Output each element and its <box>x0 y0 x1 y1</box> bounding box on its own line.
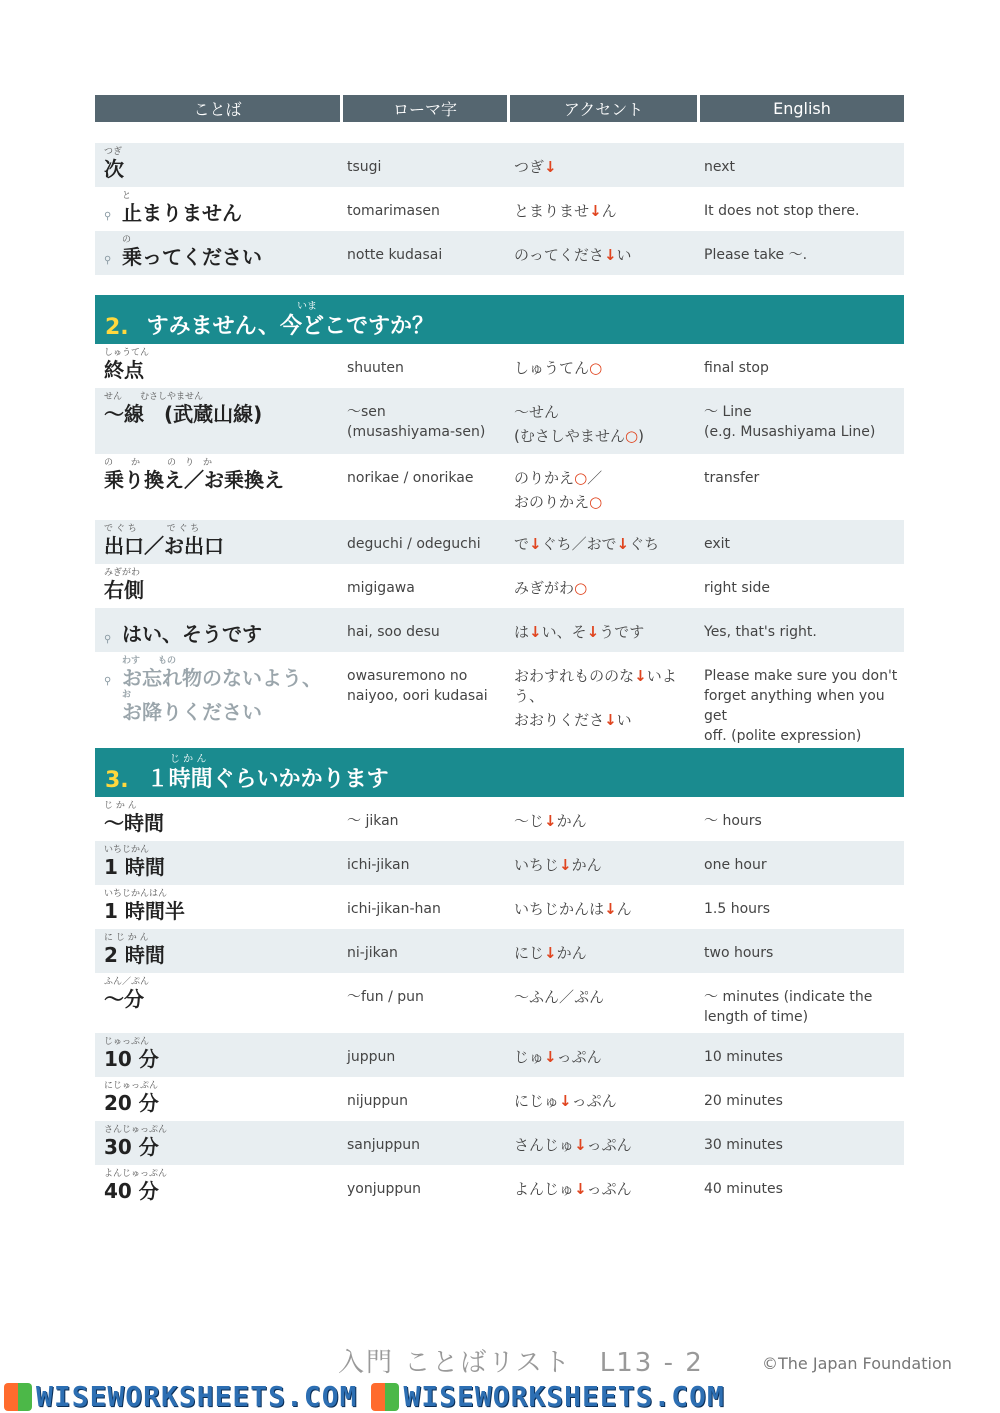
accent-cell <box>514 344 704 388</box>
accent-cell <box>514 187 704 231</box>
english-cell <box>704 1165 904 1209</box>
word-ruby: いちじかんはん <box>104 889 168 899</box>
accent-drop-icon: ↓ <box>634 667 647 685</box>
word-block <box>104 933 165 967</box>
section-2-heading <box>95 295 904 344</box>
romaji-text: notte kudasai <box>347 247 443 263</box>
word-block <box>104 1037 159 1071</box>
accent-text: おおりくださ↓い <box>514 711 632 729</box>
accent-cell <box>514 520 704 564</box>
accent-cell <box>514 231 704 275</box>
word-cell <box>95 344 347 388</box>
word-ruby: で ぐ ち で ぐ ち <box>104 524 200 534</box>
word-cell <box>95 187 347 231</box>
accent-drop-icon: ↓ <box>604 711 617 729</box>
word-ruby: じ か ん <box>104 801 137 811</box>
accent-text: ～ふん／ぷん <box>514 988 605 1006</box>
brand-text: WISEWORKSHEETS.COM <box>36 1380 358 1413</box>
accent-drop-icon: ↓ <box>544 158 557 176</box>
table-row <box>95 143 904 187</box>
accent-text: つぎ↓ <box>514 158 557 176</box>
brand-text: WISEWORKSHEETS.COM <box>403 1380 725 1413</box>
table-row <box>95 652 904 744</box>
accent-cell <box>514 797 704 841</box>
word-text: お忘れ物のないよう、 <box>122 666 322 690</box>
footer-title: 入門 ことばリスト L13 - 2 <box>338 1348 704 1378</box>
romaji-cell <box>347 608 514 652</box>
word-block <box>104 1081 159 1115</box>
romaji-text: shuuten <box>347 360 404 376</box>
search-icon: ⚲ <box>104 211 112 222</box>
romaji-text: tomarimasen <box>347 203 440 219</box>
accent-drop-icon: ↓ <box>529 535 542 553</box>
english-text: ～ minutes (indicate the <box>704 989 873 1005</box>
word-ruby: に じ か ん <box>104 933 149 943</box>
section-ruby: いま <box>297 301 317 312</box>
english-cell <box>704 797 904 841</box>
word-text: ～分 <box>104 987 144 1011</box>
word-text: 乗り換え／お乗換え <box>104 468 284 492</box>
romaji-cell <box>347 885 514 929</box>
word-ruby: と <box>122 191 132 201</box>
english-cell <box>704 608 904 652</box>
word-cell <box>95 520 347 564</box>
romaji-text: ni-jikan <box>347 945 398 961</box>
word-cell <box>95 454 347 520</box>
word-block <box>104 845 165 879</box>
english-text: 40 minutes <box>704 1181 783 1197</box>
word-text: 10 分 <box>104 1047 159 1071</box>
table-row <box>95 929 904 973</box>
romaji-cell <box>347 388 514 454</box>
table-row <box>95 885 904 929</box>
accent-drop-icon: ↓ <box>589 202 602 220</box>
section-title: すみません、今どこですか？ <box>146 314 434 339</box>
word-ruby <box>122 612 262 622</box>
word-block <box>104 191 242 225</box>
word-block <box>104 1125 167 1159</box>
accent-cell <box>514 885 704 929</box>
accent-cell <box>514 1121 704 1165</box>
word-ruby: しゅうてん <box>104 348 150 358</box>
accent-cell <box>514 1165 704 1209</box>
accent-text: ～じ↓かん <box>514 812 587 830</box>
english-text: one hour <box>704 857 767 873</box>
english-text: It does not stop there. <box>704 203 860 219</box>
word-cell <box>95 841 347 885</box>
english-text: transfer <box>704 470 760 486</box>
accent-text: は↓い、そ↓うです <box>514 623 645 641</box>
word-ruby: じゅっぷん <box>104 1037 150 1047</box>
word-cell <box>95 1121 347 1165</box>
word-ruby: みぎがわ <box>104 568 141 578</box>
romaji-text: sanjuppun <box>347 1137 421 1153</box>
accent-text: のりかえ○／ <box>514 469 603 487</box>
accent-drop-icon: ↓ <box>544 944 557 962</box>
word-ruby: お <box>122 690 132 700</box>
accent-cell <box>514 388 704 454</box>
word-ruby: の か の り か <box>104 458 213 468</box>
romaji-cell <box>347 143 514 187</box>
romaji-cell <box>347 841 514 885</box>
english-cell <box>704 564 904 608</box>
romaji-cell <box>347 344 514 388</box>
word-text: 次 <box>104 157 124 181</box>
word-ruby: ふん／ぷん <box>104 977 150 987</box>
accent-text: (むさしやません○) <box>514 427 644 445</box>
word-text: 終点 <box>104 358 144 382</box>
accent-drop-icon: ↓ <box>529 623 542 641</box>
romaji-text: deguchi / odeguchi <box>347 536 481 552</box>
english-cell <box>704 187 904 231</box>
table-row <box>95 1033 904 1077</box>
word-cell <box>95 1077 347 1121</box>
romaji-text: ichi-jikan-han <box>347 901 441 917</box>
word-block <box>104 656 322 724</box>
english-text: (e.g. Musashiyama Line) <box>704 424 876 440</box>
word-text: 20 分 <box>104 1091 159 1115</box>
romaji-text: ～fun / pun <box>347 989 424 1005</box>
accent-text: いちじ↓かん <box>514 856 602 874</box>
word-text: ～時間 <box>104 811 164 835</box>
romaji-cell <box>347 1033 514 1077</box>
accent-cell <box>514 652 704 728</box>
english-text: Please make sure you don't <box>704 668 898 684</box>
word-cell <box>95 885 347 929</box>
word-ruby: せん むさしやません <box>104 392 204 402</box>
accent-flat-icon: ○ <box>624 427 639 445</box>
english-text: length of time) <box>704 1009 809 1025</box>
word-cell <box>95 608 347 652</box>
romaji-cell <box>347 973 514 1033</box>
table-row <box>95 797 904 841</box>
brand-logo-icon <box>371 1383 399 1411</box>
section-number: 3. <box>105 768 129 793</box>
english-text: 30 minutes <box>704 1137 783 1153</box>
word-block <box>104 458 284 492</box>
romaji-cell <box>347 929 514 973</box>
vocabulary-list <box>95 95 904 1209</box>
section2-rows <box>95 344 904 744</box>
accent-cell <box>514 929 704 973</box>
word-cell <box>95 797 347 841</box>
word-ruby: の <box>122 235 132 245</box>
word-text: 30 分 <box>104 1135 159 1159</box>
word-block <box>104 524 224 558</box>
romaji-cell <box>347 520 514 564</box>
section-ruby: じ か ん <box>170 754 207 765</box>
word-cell <box>95 929 347 973</box>
word-text: 40 分 <box>104 1179 159 1203</box>
word-text: 右側 <box>104 578 144 602</box>
romaji-cell <box>347 1121 514 1165</box>
romaji-cell <box>347 1077 514 1121</box>
english-cell <box>704 885 904 929</box>
romaji-cell <box>347 187 514 231</box>
word-text: 1 時間 <box>104 855 165 879</box>
word-block <box>104 977 149 1011</box>
word-text: 1 時間半 <box>104 899 185 923</box>
english-text: next <box>704 159 736 175</box>
accent-text: よんじゅ↓っぷん <box>514 1180 632 1198</box>
table-header <box>95 95 904 122</box>
header-romaji: ローマ字 <box>343 95 510 122</box>
english-cell <box>704 1077 904 1121</box>
accent-text: みぎがわ○ <box>514 579 588 597</box>
accent-cell <box>514 608 704 652</box>
accent-drop-icon: ↓ <box>544 1048 557 1066</box>
english-cell <box>704 1033 904 1077</box>
romaji-text: juppun <box>347 1049 396 1065</box>
table-row <box>95 841 904 885</box>
accent-text: しゅうてん○ <box>514 359 603 377</box>
english-text: off. (polite expression) <box>704 728 862 744</box>
table-row <box>95 520 904 564</box>
english-text: right side <box>704 580 771 596</box>
word-block <box>104 235 262 269</box>
word-cell <box>95 652 347 728</box>
table-row <box>95 344 904 388</box>
accent-cell <box>514 841 704 885</box>
word-text: 乗ってください <box>122 245 262 269</box>
english-text: 20 minutes <box>704 1093 783 1109</box>
accent-drop-icon: ↓ <box>603 246 617 264</box>
word-block <box>104 1169 167 1203</box>
word-ruby: よんじゅっぷん <box>104 1169 168 1179</box>
accent-text: にじゅ↓っぷん <box>514 1092 617 1110</box>
romaji-cell <box>347 454 514 520</box>
accent-text: おのりかえ○ <box>514 493 603 511</box>
accent-text: のってくださ↓い <box>514 246 632 264</box>
romaji-text: naiyoo, oori kudasai <box>347 688 488 704</box>
word-ruby: つぎ <box>104 147 123 157</box>
table-row <box>95 454 904 520</box>
brand-logo-icon <box>4 1383 32 1411</box>
section-number: 2. <box>105 315 129 340</box>
table-row <box>95 231 904 275</box>
accent-drop-icon: ↓ <box>586 623 600 641</box>
word-block <box>104 392 262 426</box>
english-text: 1.5 hours <box>704 901 771 917</box>
accent-cell <box>514 454 704 520</box>
word-text: 出口／お出口 <box>104 534 224 558</box>
english-cell <box>704 841 904 885</box>
word-cell <box>95 564 347 608</box>
word-text: 止まりません <box>122 201 242 225</box>
romaji-text: yonjuppun <box>347 1181 422 1197</box>
english-text: forget anything when you get <box>704 688 885 724</box>
accent-text: ～せん <box>514 403 560 421</box>
english-text: final stop <box>704 360 769 376</box>
romaji-text: tsugi <box>347 159 382 175</box>
word-text: お降りください <box>122 700 262 724</box>
word-ruby: いちじかん <box>104 845 150 855</box>
romaji-cell <box>347 564 514 608</box>
search-icon: ⚲ <box>104 634 112 645</box>
romaji-cell <box>347 231 514 275</box>
word-ruby: にじゅっぷん <box>104 1081 159 1091</box>
word-ruby: さんじゅっぷん <box>104 1125 168 1135</box>
header-english: English <box>700 95 904 122</box>
word-text: 2 時間 <box>104 943 165 967</box>
romaji-cell <box>347 1165 514 1209</box>
word-block <box>104 147 124 181</box>
word-cell <box>95 143 347 187</box>
english-cell <box>704 231 904 275</box>
accent-flat-icon: ○ <box>589 493 603 511</box>
word-text: はい、そうです <box>122 622 262 646</box>
accent-text: にじ↓かん <box>514 944 587 962</box>
english-cell <box>704 454 904 520</box>
accent-cell <box>514 564 704 608</box>
romaji-cell <box>347 797 514 841</box>
word-ruby: わす もの <box>122 656 177 666</box>
table-row <box>95 187 904 231</box>
romaji-text: nijuppun <box>347 1093 409 1109</box>
english-cell <box>704 652 904 744</box>
search-icon: ⚲ <box>104 255 112 266</box>
table-row <box>95 388 904 454</box>
word-block <box>104 568 144 602</box>
table-row <box>95 1165 904 1209</box>
english-cell <box>704 344 904 388</box>
word-cell <box>95 1165 347 1209</box>
accent-drop-icon: ↓ <box>616 535 630 553</box>
english-text: ～ hours <box>704 813 762 829</box>
accent-drop-icon: ↓ <box>574 1136 587 1154</box>
word-block <box>104 348 149 382</box>
word-block <box>104 612 262 646</box>
section-title: １時間ぐらいかかります <box>146 767 389 792</box>
accent-flat-icon: ○ <box>574 579 588 597</box>
copyright: ©The Japan Foundation <box>762 1354 952 1373</box>
english-text: Yes, that's right. <box>704 624 817 640</box>
english-cell <box>704 520 904 564</box>
word-block <box>104 801 164 835</box>
section-3-heading <box>95 748 904 797</box>
english-cell <box>704 929 904 973</box>
word-block <box>104 889 185 923</box>
accent-drop-icon: ↓ <box>544 812 557 830</box>
accent-text: いちじかんは↓ん <box>514 900 632 918</box>
english-text: 10 minutes <box>704 1049 783 1065</box>
english-cell <box>704 973 904 1033</box>
romaji-cell <box>347 652 514 728</box>
search-icon: ⚲ <box>104 676 112 687</box>
section3-rows <box>95 797 904 1209</box>
romaji-text: norikae / onorikae <box>347 470 474 486</box>
word-text: ～線 (武蔵山線) <box>104 402 263 426</box>
accent-drop-icon: ↓ <box>604 900 617 918</box>
accent-text: で↓ぐち／おで↓ぐち <box>514 535 660 553</box>
accent-cell <box>514 1033 704 1077</box>
romaji-text: migigawa <box>347 580 415 596</box>
accent-cell <box>514 1077 704 1121</box>
romaji-text: ichi-jikan <box>347 857 410 873</box>
word-cell <box>95 388 347 454</box>
english-cell <box>704 143 904 187</box>
word-cell <box>95 231 347 275</box>
accent-drop-icon: ↓ <box>574 1180 587 1198</box>
table-row <box>95 973 904 1033</box>
romaji-text: ～sen <box>347 404 386 420</box>
english-text: Please take ～. <box>704 247 808 263</box>
accent-text: じゅ↓っぷん <box>514 1048 602 1066</box>
table-row <box>95 564 904 608</box>
accent-flat-icon: ○ <box>574 469 588 487</box>
english-text: exit <box>704 536 731 552</box>
english-cell <box>704 1121 904 1165</box>
brand-bar <box>0 1380 1000 1413</box>
accent-cell <box>514 143 704 187</box>
romaji-text: (musashiyama-sen) <box>347 424 486 440</box>
table-row <box>95 1077 904 1121</box>
english-cell <box>704 388 904 454</box>
word-cell <box>95 1033 347 1077</box>
accent-cell <box>514 973 704 1033</box>
romaji-text: hai, soo desu <box>347 624 440 640</box>
romaji-text: owasuremono no <box>347 668 468 684</box>
table-row <box>95 1121 904 1165</box>
accent-text: とまりませ↓ん <box>514 202 617 220</box>
accent-text: おわすれもののな↓いよう、 <box>514 667 677 705</box>
table-row <box>95 608 904 652</box>
header-kotoba: ことば <box>95 95 343 122</box>
accent-flat-icon: ○ <box>589 359 603 377</box>
english-text: two hours <box>704 945 774 961</box>
accent-drop-icon: ↓ <box>559 1092 572 1110</box>
accent-text: さんじゅ↓っぷん <box>514 1136 632 1154</box>
header-accent: アクセント <box>510 95 700 122</box>
romaji-text: ～ jikan <box>347 813 399 829</box>
word-cell <box>95 973 347 1033</box>
section1-rows <box>95 143 904 275</box>
english-text: ～ Line <box>704 404 752 420</box>
accent-drop-icon: ↓ <box>559 856 572 874</box>
